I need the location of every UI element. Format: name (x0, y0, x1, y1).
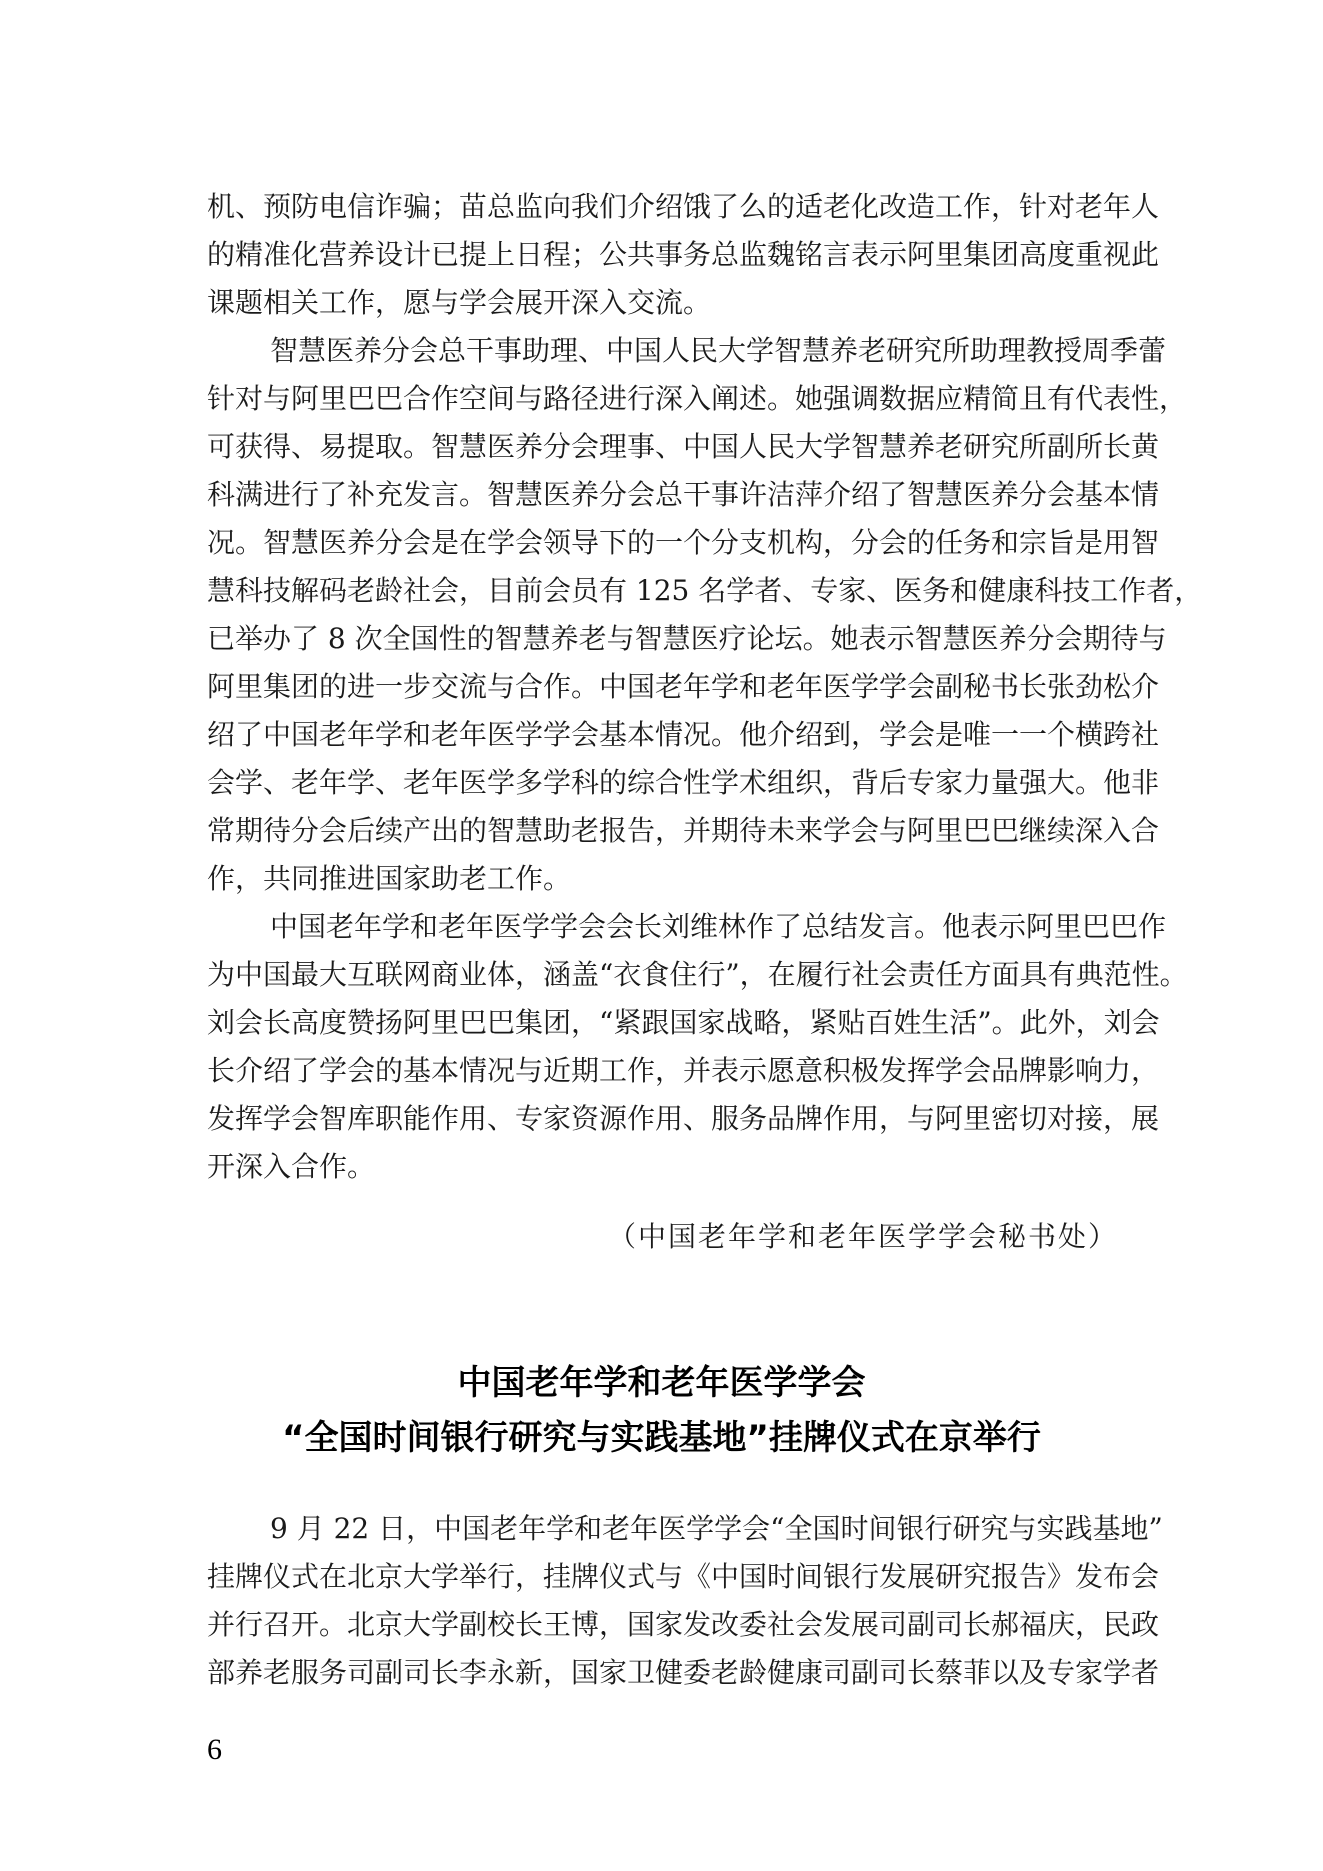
text-line: 科满进行了补充发言。智慧医养分会总干事许洁萍介绍了智慧医养分会基本情 (207, 478, 1160, 511)
text-line: 挂牌仪式在北京大学举行，挂牌仪式与《中国时间银行发展研究报告》发布会 (207, 1560, 1160, 1593)
attribution: （中国老年学和老年医学学会秘书处） (607, 1220, 1118, 1253)
article-continuation (207, 183, 1203, 1191)
text-line: 中国老年学和老年医学学会会长刘维林作了总结发言。他表示阿里巴巴作 (270, 910, 1167, 943)
paragraph (207, 327, 1203, 903)
text-line: 9 月 22 日，中国老年学和老年医学学会“全国时间银行研究与实践基地” (270, 1512, 1163, 1545)
text-line: 慧科技解码老龄社会，目前会员有 125 名学者、专家、医务和健康科技工作者， (207, 574, 1203, 607)
text-line: 部养老服务司副司长李永新，国家卫健委老龄健康司副司长蔡菲以及专家学者 (207, 1656, 1160, 1689)
text-line: 长介绍了学会的基本情况与近期工作，并表示愿意积极发挥学会品牌影响力， (207, 1054, 1160, 1087)
text-line: 况。智慧医养分会是在学会领导下的一个分支机构，分会的任务和宗旨是用智 (207, 526, 1160, 559)
text-line: 开深入合作。 (207, 1150, 376, 1183)
text-line: 可获得、易提取。智慧医养分会理事、中国人民大学智慧养老研究所副所长黄 (207, 430, 1160, 463)
text-line: 刘会长高度赞扬阿里巴巴集团，“紧跟国家战略，紧贴百姓生活”。此外，刘会 (207, 1006, 1160, 1039)
text-line: 的精准化营养设计已提上日程；公共事务总监魏铭言表示阿里集团高度重视此 (207, 238, 1160, 271)
text-line: 绍了中国老年学和老年医学学会基本情况。他介绍到，学会是唯一一个横跨社 (207, 718, 1160, 751)
text-line: 并行召开。北京大学副校长王博，国家发改委社会发展司副司长郝福庆，民政 (207, 1608, 1160, 1641)
text-line: 为中国最大互联网商业体，涵盖“衣食住行”，在履行社会责任方面具有典范性。 (207, 958, 1188, 991)
text-line: 机、预防电信诈骗；苗总监向我们介绍饿了么的适老化改造工作，针对老年人 (207, 190, 1160, 223)
article-body (207, 1505, 1163, 1697)
paragraph (207, 183, 1160, 327)
text-line: 阿里集团的进一步交流与合作。中国老年学和老年医学学会副秘书长张劲松介 (207, 670, 1160, 703)
text-line: 常期待分会后续产出的智慧助老报告，并期待未来学会与阿里巴巴继续深入合 (207, 814, 1160, 847)
text-line: 针对与阿里巴巴合作空间与路径进行深入阐述。她强调数据应精简且有代表性， (207, 382, 1188, 415)
page-number: 6 (207, 1733, 222, 1766)
article-title-line-1: 中国老年学和老年医学学会 (457, 1363, 866, 1403)
text-line: 智慧医养分会总干事助理、中国人民大学智慧养老研究所助理教授周季蕾 (270, 334, 1167, 367)
text-line: 已举办了 8 次全国性的智慧养老与智慧医疗论坛。她表示智慧医养分会期待与 (207, 622, 1167, 655)
text-line: 作，共同推进国家助老工作。 (207, 862, 572, 895)
text-line: 发挥学会智库职能作用、专家资源作用、服务品牌作用，与阿里密切对接，展 (207, 1102, 1160, 1135)
text-line: 会学、老年学、老年医学多学科的综合性学术组织，背后专家力量强大。他非 (207, 766, 1160, 799)
article-title-line-2: “全国时间银行研究与实践基地”挂牌仪式在京举行 (282, 1418, 1041, 1458)
paragraph (207, 1505, 1163, 1697)
paragraph (207, 903, 1188, 1191)
text-line: 课题相关工作，愿与学会展开深入交流。 (207, 286, 712, 319)
